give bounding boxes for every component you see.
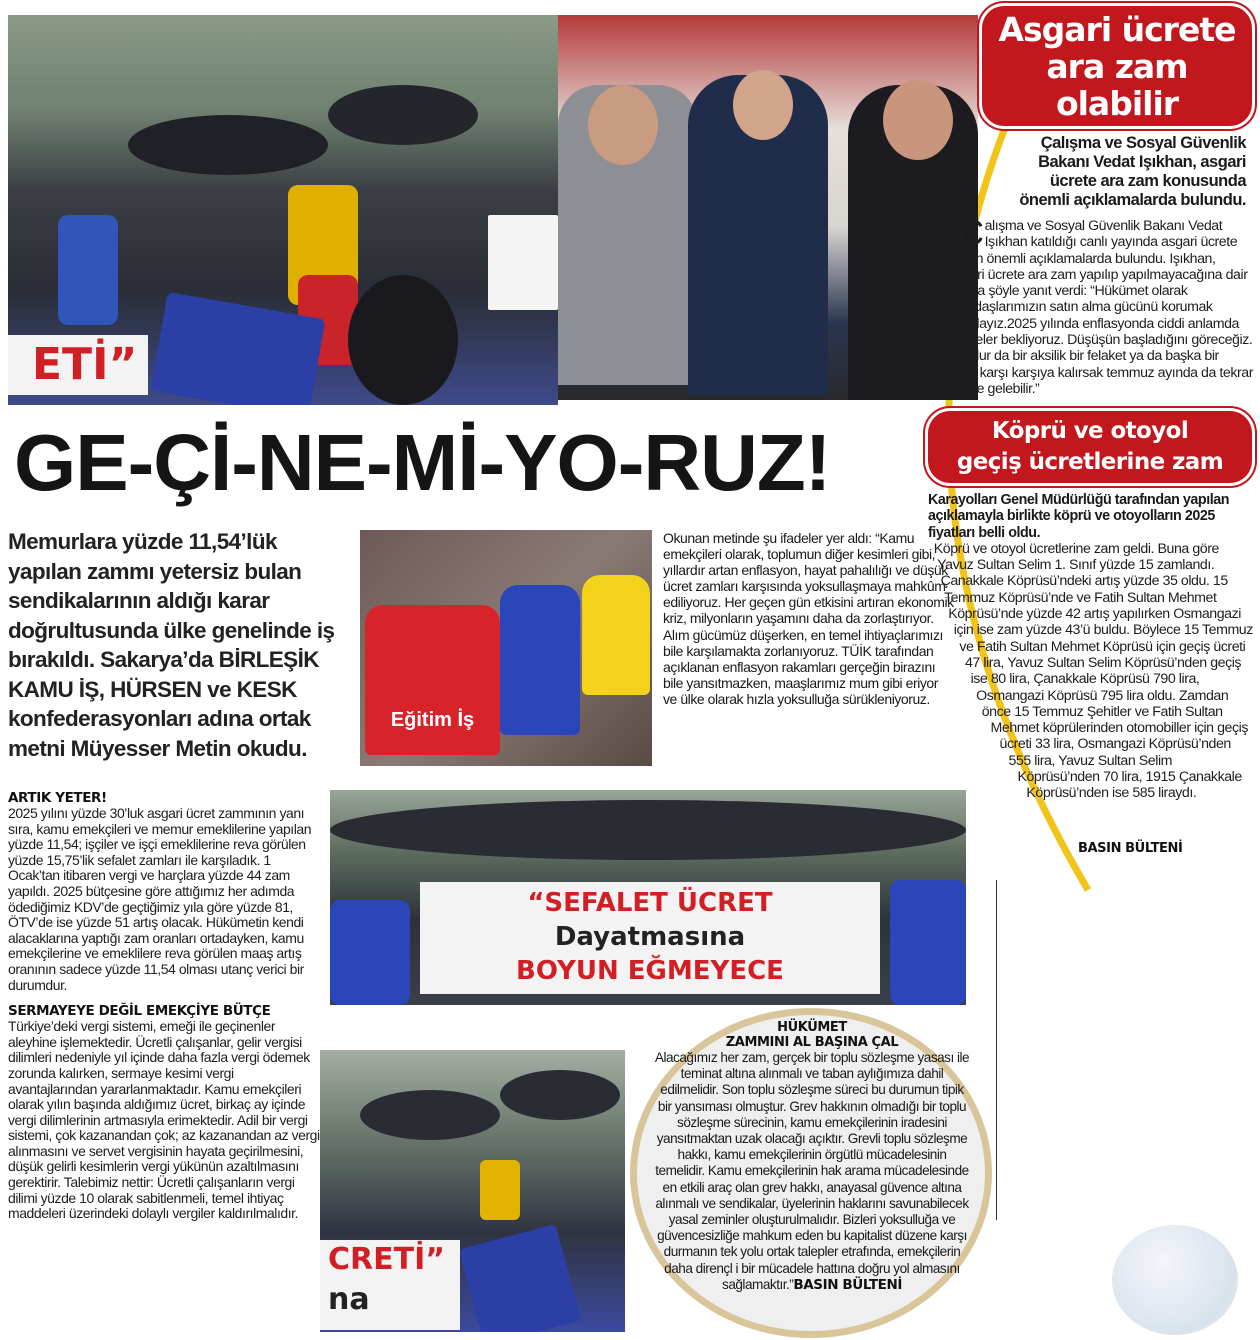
story1-text: alışma ve Sosyal Güvenlik Bakanı Vedat Işıkhan katıldığı canlı yayında asgari ücrete ilişkin önemli açıklamalarda bulundu. Işıkhan, asgari ücrete ara zam yapılıp yapılmayacağına dair soruya şöyle yanıt verdi: “Hükümet olarak vatandaşlarımızın satın alma gücünü korumak zorundayız.2025 yılında enflasyonda ciddi anlamda iyileşmeler bekliyoruz. Düşüşün başladığını göreceğiz. Ancak olur da bir aksilik bir felaket ya da başka bir durumla karşı karşıya kalırsak temmuz ayında da tekrar gündeme gelebilir.” <box>928 218 1253 397</box>
protest-photo-crowd <box>320 1050 625 1332</box>
oval-text: Alacağımız her zam, gerçek bir toplu sözleşme yasası ile teminat altına alınmalı ve taban aylığımıza dahil edilmelidir. Son toplu sözleşme süreci bu durumun tipik bir yansıması olmuştur. Grev hakkının olmadığı bir toplu sözleşme sürecinin, kamu emekçilerinin iradesini yansıtmaktan uzak olacağı açıktır. Grevli toplu sözleşme hakkı, kamu emekçilerinin örgütlü mücadelesinin temelidir. Kamu emekçilerinin hak arama mücadelesinde en etkili araç olan grev hakkı, anayasal güvence altına alınmalı ve sendikalar, üyelerinin haklarını savunabilecek yasal zeminler oluşturulmalıdır. Bizleri yoksulluğa ve güvencesizliğe mahkum eden bu kapitalist düzene karşı durmanın tek yolu ortak talepler etrafında, emekçilerin daha dirençl i bir mücadele hattına doğru yol almasını sağlamaktır.” <box>654 1050 970 1292</box>
story2-body <box>928 541 1254 857</box>
right-column <box>928 6 1254 857</box>
dropcap: Ç <box>958 212 984 253</box>
banner-line: BOYUN EĞMEYECE <box>516 956 784 986</box>
title-line: Köprü ve otoyol <box>991 418 1189 445</box>
protest-photo-umbrellas <box>8 15 558 405</box>
middle-article-text: Okunan metinde şu ifadeler yer aldı: “Kamu emekçileri olarak, toplumun diğer kesimleri gibi, yıllardır artan enflasyon, hayat pahalılığı ve düşük ücret zamları karşısında yoksullaşmaya mahkûm ediliyoruz. Her geçen gün etkisini artıran ekonomik kriz, milyonların yaşamını daha da zorlaştırıyor. Alım gücümüz düşerken, en temel ihtiyaçlarımızı bile karşılamakta zorlanıyoruz. TÜİK tarafından açıklanan enflasyon rakamları gerçeğin birazını bile yansıtmazken, maaşlarımız mum gibi eriyor ve ülke olarak hızla yoksulluğa sürükleniyoruz. <box>663 530 954 707</box>
photo-vests-on-ground <box>360 530 652 766</box>
lead-paragraph: Memurlara yüzde 11,54’lük yapılan zammı yetersiz bulan sendikalarının aldığı karar doğrultusunda ülke genelinde iş bırakıldı. Sakarya’da BİRLEŞİK KAMU İŞ, HÜRSEN ve KESK konfederasyonları adına ortak metni Müyesser Metin okudu. <box>8 529 335 761</box>
story2-lead: Karayolları Genel Müdürlüğü tarafından yapılan açıklamayla birlikte köprü ve otoyolların 2025 fiyatları belli oldu. <box>928 492 1230 541</box>
left-column <box>8 790 322 1222</box>
story2-title <box>928 411 1252 483</box>
banner-text: ETİ” <box>8 335 148 395</box>
section-text: Türkiye’deki vergi sistemi, emeği ile geçinenler aleyhine işlemektedir. Ücretli çalışanlar, gelir vergisi dilimleri nedeniyle yıl içinde daha fazla vergi ödemek zorunda kalırken, sermaye kesimi vergi avantajlarından yararlanmaktadır. Kamu emekçileri olarak yılın başında aldığımız ücret, birkaç ay içinde vergi dilimlerinin artmasıyla erimektedir. Adil bir vergi sistemi, çok kazanandan çok; az kazanandan az vergi alınmasını ve servet vergisinin hayata geçirilmesini, düşük gelirli kesimlerin vergi yükünün azaltılmasını gerektirir. Talebimiz nettir: Ücretli çalışanların vergi dilimi yüzde 10 olarak sabitlenmeli, temel ihtiyaç maddeleri üzerindeki dolaylı vergiler kaldırılmalıdır. <box>8 1018 320 1222</box>
banner-line: Dayatmasına <box>554 922 746 952</box>
story1-subtitle: Çalışma ve Sosyal Güvenlik Bakanı Vedat Işıkhan, asgari ücrete ara zam konusunda önemli açıklamalarda bulundu. <box>1019 134 1246 209</box>
oval-heading: ZAMMINI AL BAŞINA ÇAL <box>725 1035 899 1050</box>
section-sermayeye <box>8 1003 322 1222</box>
banner-line: na <box>328 1282 370 1317</box>
protest-photo-leaders <box>558 15 978 400</box>
banner-line: “SEFALET ÜCRET <box>527 888 773 918</box>
title-line: geçiş ücretlerine zam <box>956 449 1224 476</box>
banner-line: CRETİ” <box>328 1242 445 1277</box>
section-heading: ARTIK YETER! <box>8 790 107 806</box>
vest-text: Eğitim İş <box>365 605 500 755</box>
story1-body <box>928 212 1254 397</box>
section-artik-yeter <box>8 790 322 993</box>
story2-text: Köprü ve otoyol ücretlerine zam geldi. Buna göre Yavuz Sultan Selim 1. Sınıf yüzde 15 zamlandı. Çanakkale Köprüsü’ndeki artış yüzde 35 oldu. 15 Temmuz Köprüsü’nde ve Fatih Sultan Mehmet Köprüsü’nde yüzde 42 artış yapılırken Osmangazi için ise zam yüzde 43’ü buldu. Böylece 15 Temmuz ve Fatih Sultan Mehmet Köprüsü için geçiş ücreti 47 lira, Yavuz Sultan Selim Köprüsü’nden geçiş ise 80 lira, Çanakkale Köprüsü 790 lira, Osmangazi Köprüsü 795 lira oldu. Zamdan önce 15 Temmuz Şehitler ve Fatih Sultan Mehmet köprülerinden otomobiller için geçiş ücreti 33 lira, Osmangazi Köprüsü’nden 555 lira, Yavuz Sultan Selim Köprüsü’nden 70 lira, 1915 Çanakkale Köprüsü’nden ise 585 liraydı. <box>933 540 1253 802</box>
protest-photo-banner <box>330 790 966 1005</box>
story2-source: BASIN BÜLTENİ <box>1078 840 1183 856</box>
page-headline: GE-Çİ-NE-Mİ-YO-RUZ! <box>14 418 831 507</box>
globe-watermark-icon <box>1112 1225 1238 1335</box>
section-heading: SERMAYEYE DEĞİL EMEKÇİYE BÜTÇE <box>8 1003 271 1020</box>
section-text: 2025 yılını yüzde 30’luk asgari ücret zammının yanı sıra, kamu emekçileri ve memur emeklilerine yapılan yüzde 11,54; işçiler ve işçi emeklilerine reva görülen yüzde 15,75’lik sefalet zamları ile karşıladık. 1 Ocak’tan itibaren vergi ve harçlara yüzde 44 zam yapıldı. 2025 bütçesine göre attığımız her adımda ödediğimiz KDV’de geçtiğimiz yıla göre yüzde 81, ÖTV’de ise yüzde 51 artış olacak. Hükümetin kendi alacaklarına yaptığı zam oranları ortadayken, kamu emekçilerine ve emeklilere reva görülen maaş artış oranının sadece yüzde 11,54 olması utanç verici bir durumdur. <box>8 805 312 993</box>
column-divider <box>996 880 997 1220</box>
oval-content <box>652 1020 972 1293</box>
oval-heading: HÜKÜMET <box>777 1020 847 1035</box>
oval-source: BASIN BÜLTENİ <box>793 1276 902 1293</box>
story1-title: Asgari ücrete ara zam olabilir <box>982 6 1252 126</box>
